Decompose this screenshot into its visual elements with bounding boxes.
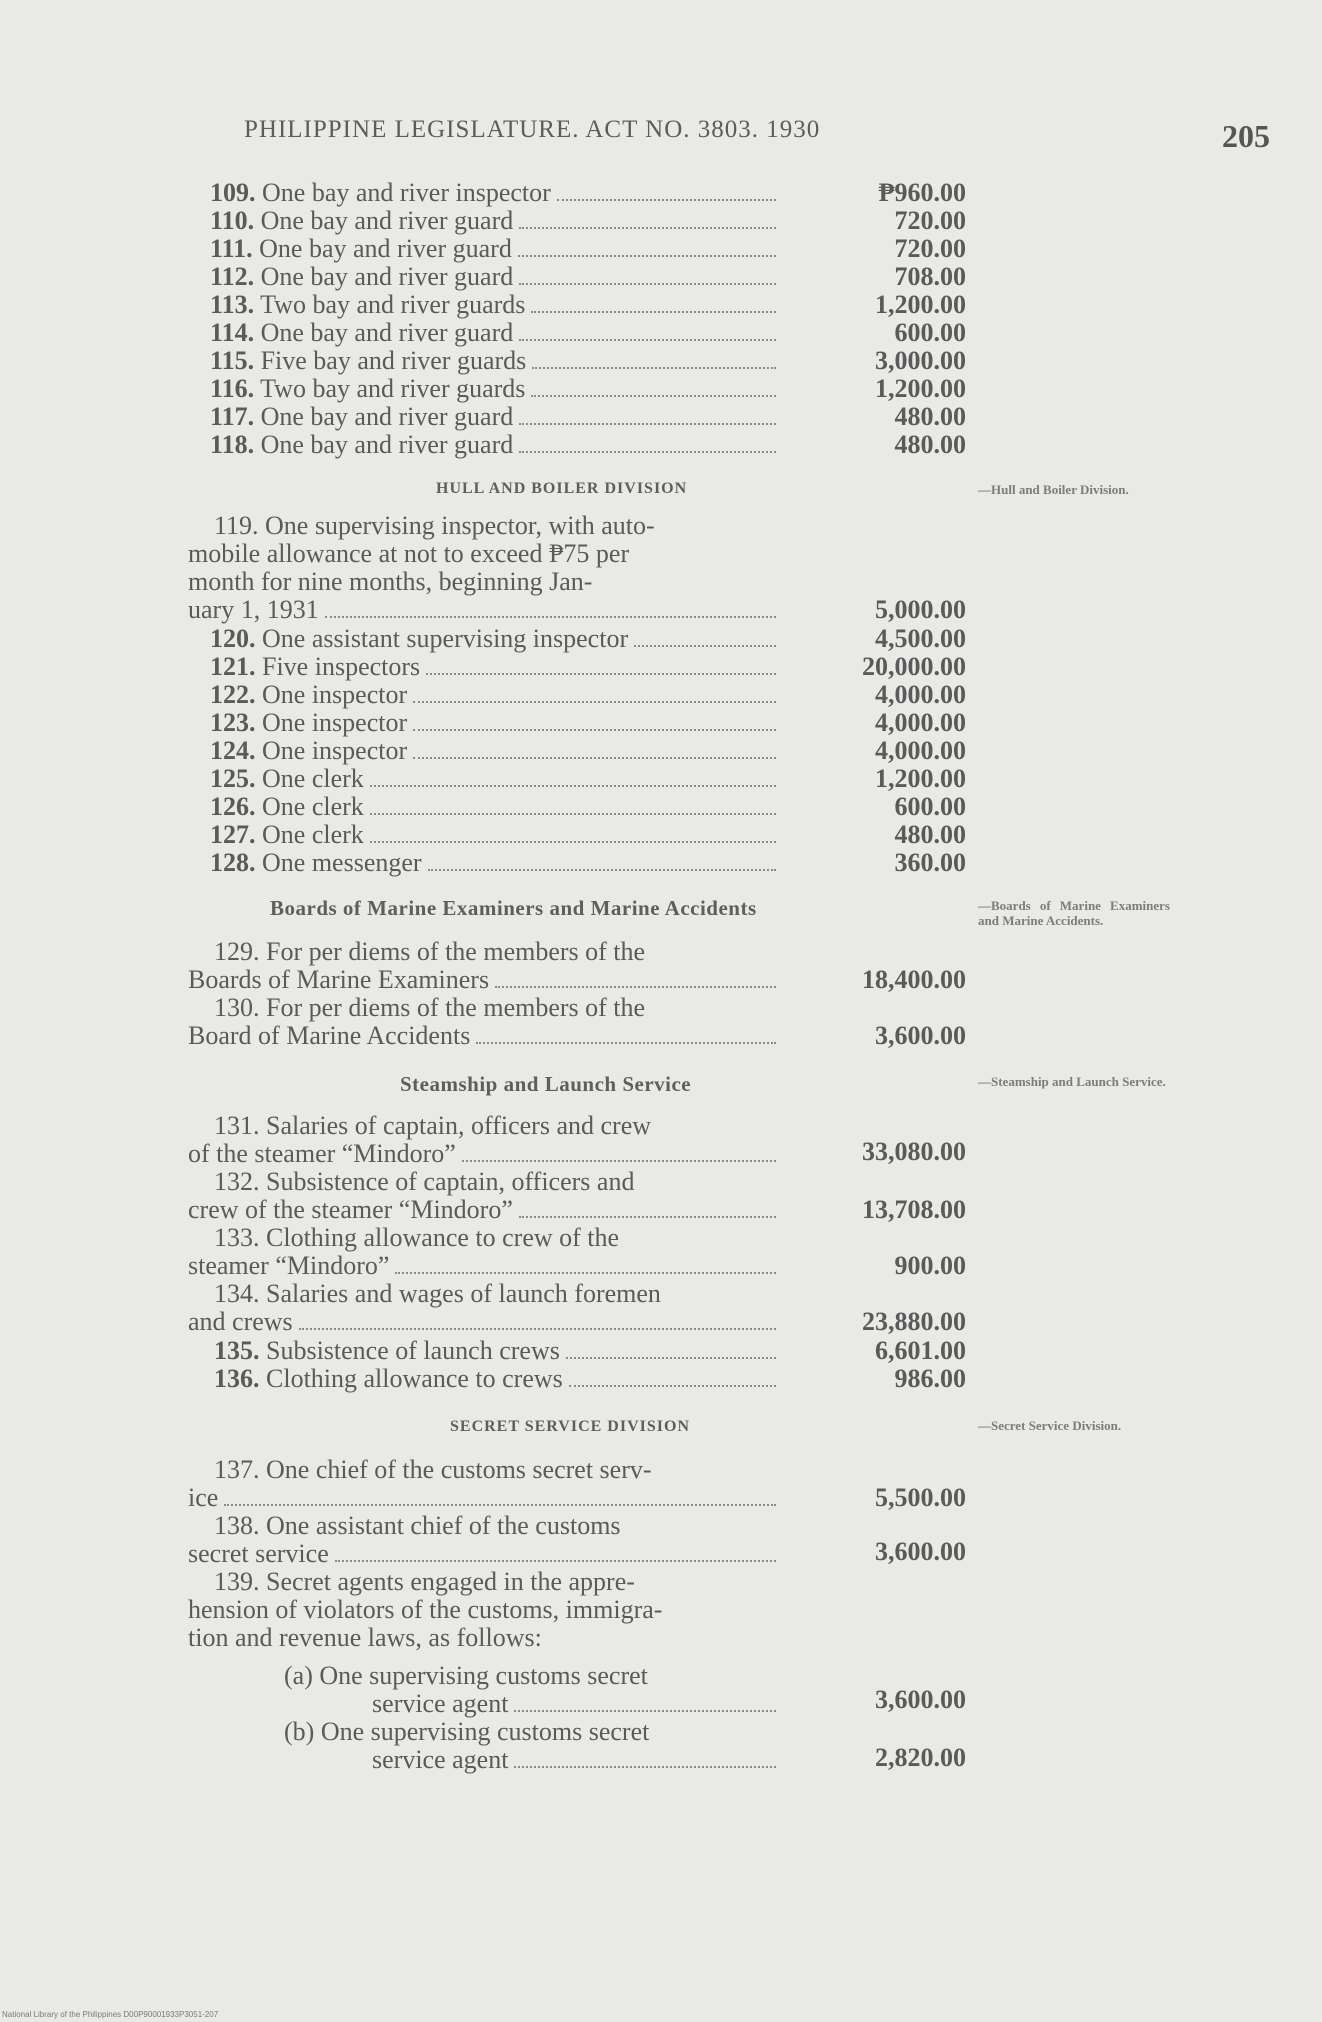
item-number: 114. [210, 318, 255, 347]
item-amount: 986.00 [894, 1364, 966, 1393]
item-amount: 480.00 [894, 430, 966, 459]
item-134-last-line: and crews [188, 1307, 293, 1336]
item-amount: 4,000.00 [875, 708, 966, 737]
item-129-amount: 18,400.00 [862, 965, 966, 994]
item-136 [0, 1364, 1000, 1394]
item-130 [188, 994, 776, 1050]
item-amount: 4,000.00 [875, 680, 966, 709]
item-text: Five bay and river guards [260, 346, 527, 375]
item-amount: 708.00 [894, 262, 966, 291]
item-amount: 600.00 [894, 318, 966, 347]
line-item [0, 206, 1000, 236]
item-amount: ₱960.00 [878, 178, 966, 207]
item-text: One messenger [262, 848, 422, 877]
hull-boiler-heading: HULL AND BOILER DIVISION [436, 480, 688, 497]
item-text: Two bay and river guards [260, 290, 526, 319]
line-item [0, 848, 1000, 878]
item-number: 115. [210, 346, 255, 375]
item-text: Five inspectors [262, 652, 421, 681]
item-amount: 1,200.00 [875, 374, 966, 403]
line-item [0, 624, 1000, 654]
item-119-line: month for nine months, beginning Jan- [188, 567, 593, 596]
line-item [0, 680, 1000, 710]
item-132-amount: 13,708.00 [862, 1195, 966, 1224]
item-139a-last-line: service agent [372, 1689, 509, 1718]
item-amount: 1,200.00 [875, 764, 966, 793]
item-139a-line: (a) One supervising customs secret [284, 1661, 648, 1690]
item-131-line: 131. Salaries of captain, officers and crew [214, 1111, 652, 1140]
item-119 [188, 512, 776, 624]
line-item [0, 346, 1000, 376]
secret-service-heading: SECRET SERVICE DIVISION [450, 1418, 690, 1435]
line-item [0, 764, 1000, 794]
item-text: One inspector [262, 708, 408, 737]
line-item [0, 178, 1000, 208]
item-number: 113. [210, 290, 255, 319]
item-text: One bay and river guard [259, 234, 512, 263]
item-131 [188, 1112, 776, 1168]
item-139-line: tion and revenue laws, as follows: [188, 1623, 542, 1652]
item-134-amount: 23,880.00 [862, 1307, 966, 1336]
item-132-last-line: crew of the steamer “Mindoro” [188, 1195, 513, 1224]
item-139b [284, 1718, 776, 1774]
item-133-amount: 900.00 [894, 1251, 966, 1280]
item-130-last-line: Board of Marine Accidents [188, 1021, 471, 1050]
item-133-last-line: steamer “Mindoro” [188, 1251, 390, 1280]
item-132-line: 132. Subsistence of captain, officers and [214, 1167, 635, 1196]
item-134-line: 134. Salaries and wages of launch foremen [214, 1279, 661, 1308]
item-137-amount: 5,500.00 [875, 1483, 966, 1512]
secret-service-margin-note: —Secret Service Division. [978, 1418, 1122, 1433]
item-number: 123. [210, 708, 256, 737]
line-item [0, 262, 1000, 292]
line-item [0, 820, 1000, 850]
hull-boiler-margin-note: —Hull and Boiler Division. [978, 482, 1129, 497]
item-amount: 480.00 [894, 402, 966, 431]
item-number: 110. [210, 206, 255, 235]
item-119-line: 119. One supervising inspector, with auto- [214, 511, 655, 540]
item-amount: 3,000.00 [875, 346, 966, 375]
item-number: 128. [210, 848, 256, 877]
item-134 [188, 1280, 776, 1336]
item-129-line: 129. For per diems of the members of the [214, 937, 646, 966]
steamship-margin-note: —Steamship and Launch Service. [978, 1074, 1166, 1089]
item-130-line: 130. For per diems of the members of the [214, 993, 646, 1022]
item-text: One clerk [262, 764, 364, 793]
item-135 [0, 1336, 1000, 1366]
item-number: 125. [210, 764, 256, 793]
boards-margin-note: —Boards of Marine Examiners and Marine Accidents. [978, 898, 1170, 928]
item-number: 109. [210, 178, 256, 207]
item-133-line: 133. Clothing allowance to crew of the [214, 1223, 620, 1252]
item-amount: 1,200.00 [875, 290, 966, 319]
line-item [0, 736, 1000, 766]
item-text: Clothing allowance to crews [266, 1364, 563, 1393]
item-text: One bay and river guard [260, 402, 514, 431]
line-item [0, 318, 1000, 348]
item-132 [188, 1168, 776, 1224]
scan-footer: National Library of the Philippines D00P90001933P3051-207 [2, 2010, 219, 2019]
item-139b-amount: 2,820.00 [875, 1743, 966, 1772]
line-item [0, 374, 1000, 404]
item-119-line: mobile allowance at not to exceed ₱75 per [188, 539, 630, 568]
page-number: 205 [1222, 118, 1270, 154]
item-number: 112. [210, 262, 255, 291]
item-text: Subsistence of launch crews [266, 1336, 560, 1365]
item-number: 135. [214, 1336, 260, 1365]
item-number: 122. [210, 680, 256, 709]
line-item [0, 708, 1000, 738]
item-text: One assistant supervising inspector [262, 624, 629, 653]
item-138-amount: 3,600.00 [875, 1537, 966, 1566]
item-number: 116. [210, 374, 255, 403]
item-number: 121. [210, 652, 256, 681]
item-139b-line: (b) One supervising customs secret [284, 1717, 650, 1746]
steamship-heading: Steamship and Launch Service [400, 1072, 692, 1096]
item-text: One clerk [262, 792, 364, 821]
line-item [0, 290, 1000, 320]
item-137 [188, 1456, 776, 1512]
item-text: One inspector [262, 736, 408, 765]
item-amount: 480.00 [894, 820, 966, 849]
item-text: One bay and river guard [260, 318, 514, 347]
item-138-last-line: secret service [188, 1539, 329, 1568]
item-139-line: 139. Secret agents engaged in the appre- [214, 1567, 635, 1596]
item-text: One bay and river guard [260, 206, 514, 235]
item-139-line: hension of violators of the customs, immigra- [188, 1595, 663, 1624]
item-text: One bay and river guard [260, 262, 514, 291]
item-text: One bay and river guard [260, 430, 514, 459]
item-139 [188, 1568, 776, 1652]
item-139a-amount: 3,600.00 [875, 1685, 966, 1714]
line-item [0, 792, 1000, 822]
item-amount: 720.00 [894, 206, 966, 235]
item-amount: 6,601.00 [875, 1336, 966, 1365]
item-131-amount: 33,080.00 [862, 1137, 966, 1166]
item-139b-last-line: service agent [372, 1745, 509, 1774]
item-text: One inspector [262, 680, 408, 709]
item-138-line: 138. One assistant chief of the customs [214, 1511, 621, 1540]
item-119-amount: 5,000.00 [875, 595, 966, 624]
item-137-line: 137. One chief of the customs secret serv- [214, 1455, 652, 1484]
item-number: 117. [210, 402, 255, 431]
line-item [0, 652, 1000, 682]
running-header: PHILIPPINE LEGISLATURE. ACT NO. 3803. 1930 [244, 116, 821, 143]
item-amount: 4,500.00 [875, 624, 966, 653]
line-item [0, 402, 1000, 432]
item-139a [284, 1662, 776, 1718]
item-number: 118. [210, 430, 255, 459]
item-119-last-line: uary 1, 1931 [188, 595, 319, 624]
line-item [0, 430, 1000, 460]
boards-heading: Boards of Marine Examiners and Marine Accidents [270, 896, 757, 920]
item-text: One clerk [262, 820, 364, 849]
item-number: 111. [210, 234, 253, 263]
item-131-last-line: of the steamer “Mindoro” [188, 1139, 456, 1168]
item-138 [188, 1512, 776, 1568]
item-129 [188, 938, 776, 994]
item-number: 127. [210, 820, 256, 849]
item-129-last-line: Boards of Marine Examiners [188, 965, 490, 994]
item-number: 124. [210, 736, 256, 765]
line-item [0, 234, 1000, 264]
item-137-last-line: ice [188, 1483, 219, 1512]
item-130-amount: 3,600.00 [875, 1021, 966, 1050]
item-number: 136. [214, 1364, 260, 1393]
item-text: One bay and river inspector [262, 178, 551, 207]
item-number: 126. [210, 792, 256, 821]
item-amount: 20,000.00 [862, 652, 966, 681]
item-amount: 600.00 [894, 792, 966, 821]
item-amount: 360.00 [894, 848, 966, 877]
item-amount: 720.00 [894, 234, 966, 263]
item-amount: 4,000.00 [875, 736, 966, 765]
item-text: Two bay and river guards [260, 374, 526, 403]
item-number: 120. [210, 624, 256, 653]
item-133 [188, 1224, 776, 1280]
